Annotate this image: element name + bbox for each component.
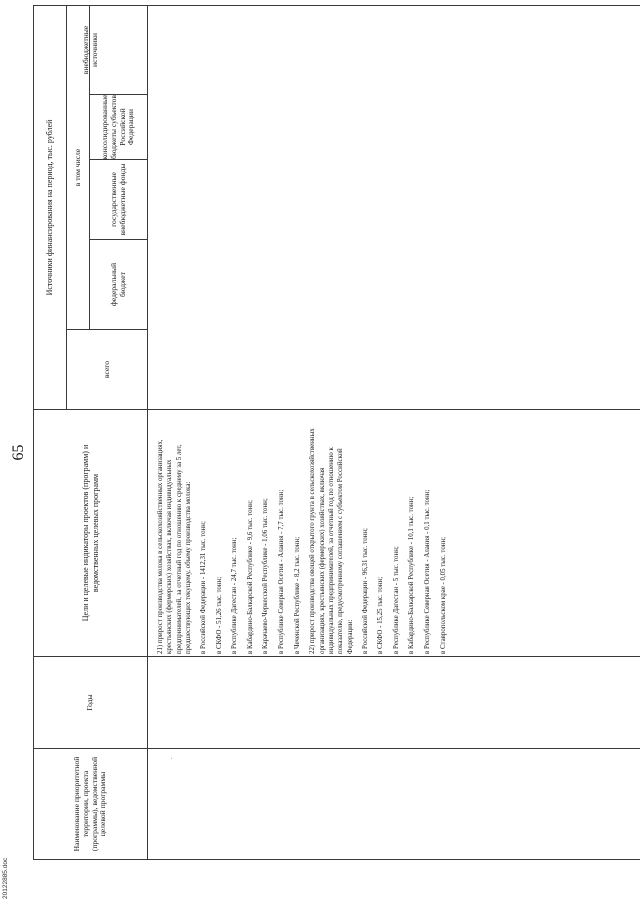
goal-line: в Республике Дагестан - 5 тыс. тонн; — [392, 546, 400, 654]
header-name — [34, 749, 147, 859]
goal-line: в Республике Дагестан - 24,7 тыс. тонн; — [231, 537, 239, 654]
header-consolidated — [90, 95, 147, 159]
goal-line: в Чеченской Республике - 8,2 тыс. тонн; — [293, 536, 301, 654]
goal-line: в Карачаево-Черкесской Республике - 1,06 тыс. тонн; — [262, 498, 270, 654]
header-state-funds-text: государственные внебюджетные фонды — [108, 163, 127, 236]
goal-line: в Кабардино-Балкарской Республике - 9,6 тыс. тонн; — [246, 500, 254, 654]
page-number: 65 — [10, 444, 27, 461]
table-left-border — [33, 859, 640, 860]
goal-line: в СКФО - 15,25 тыс. тонн; — [377, 576, 385, 654]
goal-21-heading: 21) прирост производства молока в сельскохозяйственных организациях, крестьянских (фермерских) хозяйствах, включая индивидуальных предпринимателей, за отчетный год по отношению к среднему за 5 лет, предшествующих текущему, объему производства молока: — [157, 439, 193, 654]
goal-line: в Республике Северная Осетия - Алания - 7,7 тыс. тонн; — [277, 489, 285, 654]
header-federal — [90, 240, 147, 329]
goal-line: в Кабардино-Балкарской Республике - 10,1 тыс. тонн; — [408, 496, 416, 654]
header-goals-text: Цели и целевые индикаторы проектов (программ) и ведомственных целевых программ — [81, 444, 100, 622]
goal-22-heading: 22) прирост производства овощей открытого грунта в сельскохозяйственных организациях, крестьянских (фермерских) хозяйствах, включая индивидуальных предпринимателей, за отчетный год по отношению к показателю, предусмотренному соглашением с субъектом Российской Федерации: — [309, 428, 354, 654]
header-extrabudget-text: внебюджетные источники — [80, 25, 99, 75]
file-name: 20122885.doc — [2, 857, 9, 899]
goal-line: в Российской Федерации - 1412,31 тыс. тонн; — [200, 521, 208, 654]
goal-line: в СКФО - 51,26 тыс. тонн; — [215, 576, 223, 654]
header-years — [34, 657, 147, 748]
header-federal-text: федеральный бюджет — [108, 262, 127, 307]
header-total-text: всего — [101, 360, 111, 379]
goal-line: в Республике Северная Осетия - Алания - 0,1 тыс. тонн; — [423, 489, 431, 654]
header-total — [67, 330, 147, 409]
header-sources-text: Источники финансирования на период, тыс. рублей — [45, 119, 55, 296]
goal-line: в Ставропольском крае - 0,05 тыс. тонн; — [439, 536, 447, 654]
header-years-text: Годы — [85, 694, 95, 711]
footnote-mark: . — [166, 757, 174, 759]
goal-line: в Российской Федерации - 96,31 тыс. тонн; — [361, 528, 369, 654]
header-extrabudget — [34, 6, 147, 94]
header-goals — [34, 410, 147, 656]
table-header-bottom-border — [147, 5, 148, 860]
header-state-funds — [90, 160, 147, 239]
header-name-text: Наименование приоритетной территории, проекта (программы), ведомственной целевой программы — [72, 756, 108, 852]
header-including-text: в том числе — [72, 148, 82, 187]
header-consolidated-text: консолидированные бюджеты субъектов Российской Федерации — [100, 94, 136, 160]
goals-column — [156, 294, 454, 654]
